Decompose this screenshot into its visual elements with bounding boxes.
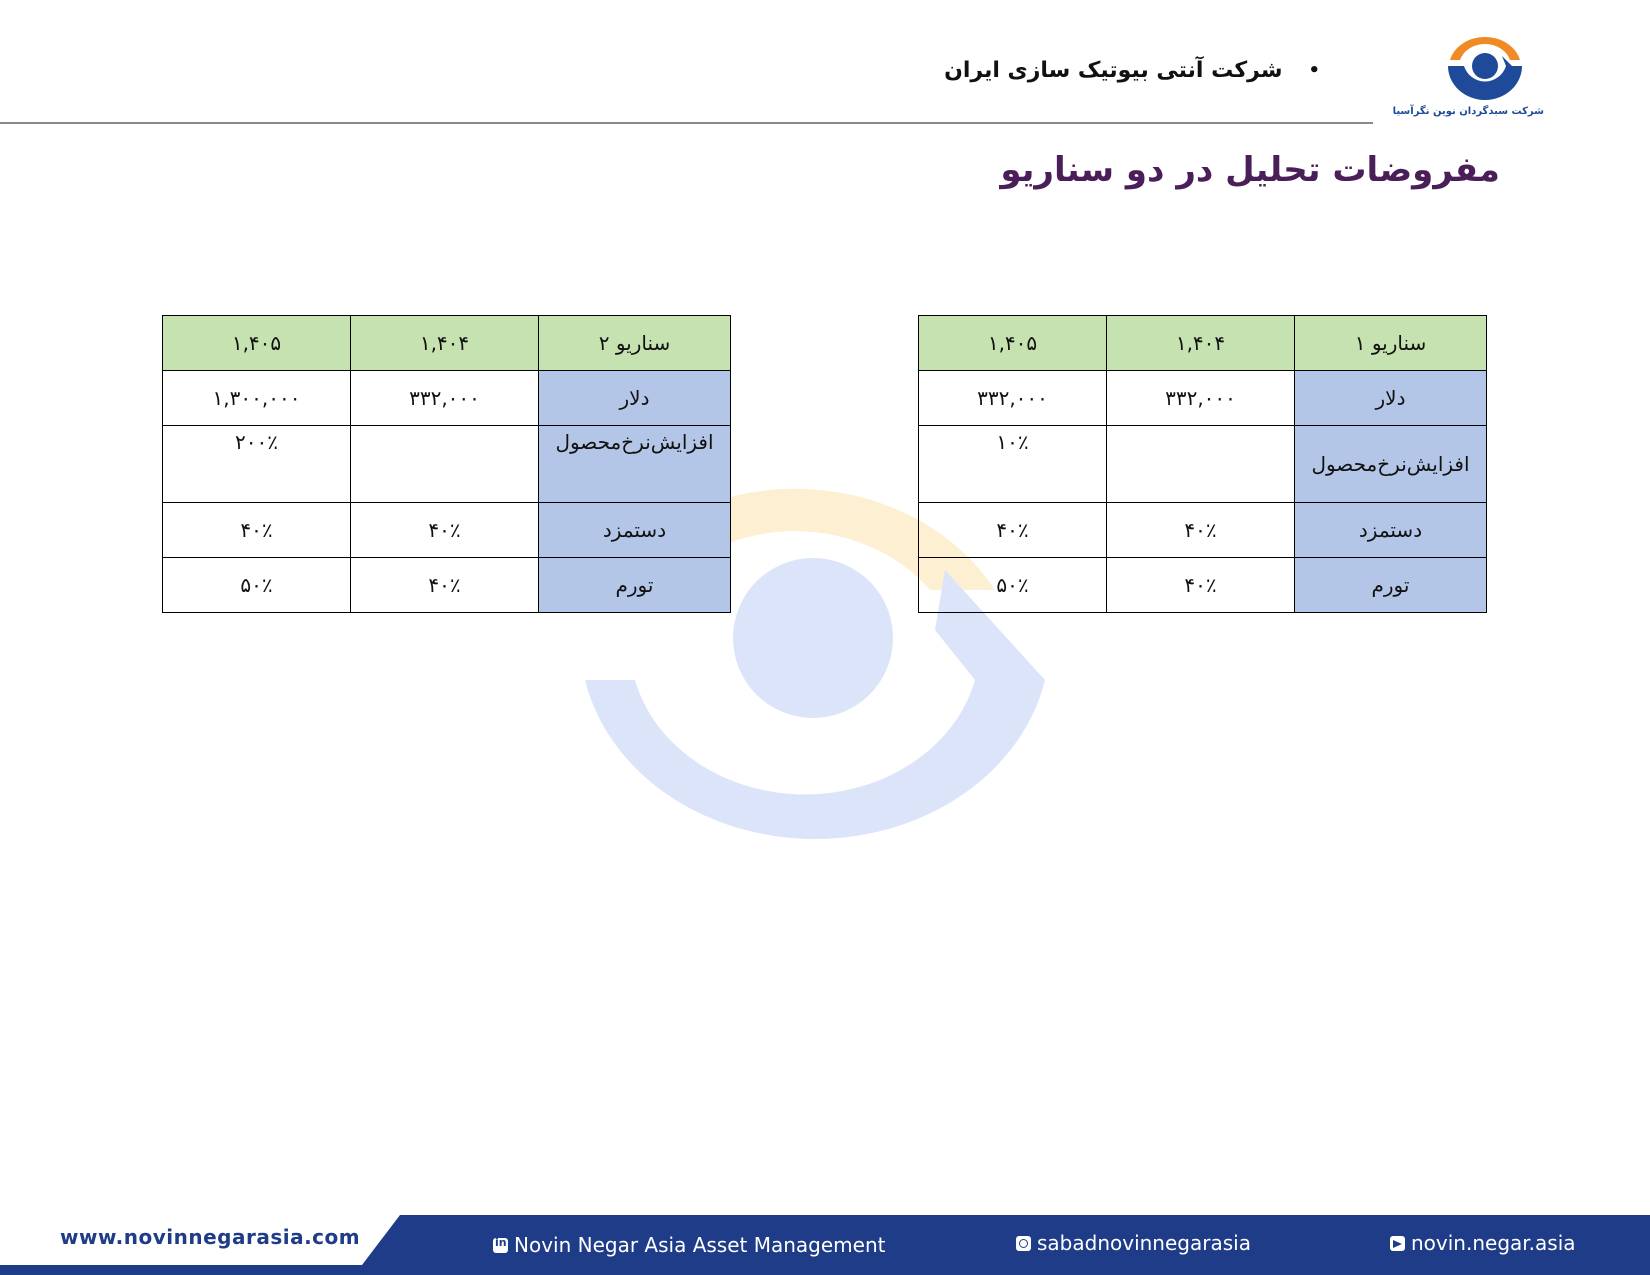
table-row xyxy=(163,426,731,503)
instagram-link[interactable] xyxy=(1016,1231,1251,1255)
telegram-icon xyxy=(1390,1236,1405,1251)
company-heading xyxy=(944,58,1320,83)
cell-wages-1404: ۴۰٪ xyxy=(1107,503,1295,558)
scenario-2-table xyxy=(162,315,731,613)
row-label-wages: دستمزد xyxy=(539,503,731,558)
table-row xyxy=(919,371,1487,426)
table-header-row xyxy=(919,316,1487,371)
footer-bar xyxy=(0,1215,1650,1275)
cell-inflation-1405: ۵۰٪ xyxy=(919,558,1107,613)
row-label-wages: دستمزد xyxy=(1295,503,1487,558)
cell-wages-1405: ۴۰٪ xyxy=(919,503,1107,558)
telegram-text: novin.negar.asia xyxy=(1411,1231,1576,1255)
row-label-inflation: تورم xyxy=(1295,558,1487,613)
table-row xyxy=(163,371,731,426)
company-name: شرکت آنتی بیوتیک سازی ایران xyxy=(944,58,1283,83)
row-label-inflation: تورم xyxy=(539,558,731,613)
page-title: مفروضات تحلیل در دو سناریو xyxy=(1000,150,1500,190)
company-logo xyxy=(1392,26,1544,130)
year-1404-header: ۱,۴۰۴ xyxy=(351,316,539,371)
year-1404-header: ۱,۴۰۴ xyxy=(1107,316,1295,371)
table-row xyxy=(919,503,1487,558)
cell-dollar-1405: ۱,۳۰۰,۰۰۰ xyxy=(163,371,351,426)
eye-logo-icon xyxy=(1440,26,1530,104)
cell-dollar-1404: ۳۳۲,۰۰۰ xyxy=(351,371,539,426)
scenario-1-header: سناریو ۱ xyxy=(1295,316,1487,371)
row-label-price-increase: افزایش‌نرخ‌محصول xyxy=(539,426,731,503)
year-1405-header: ۱,۴۰۵ xyxy=(163,316,351,371)
cell-wages-1404: ۴۰٪ xyxy=(351,503,539,558)
row-label-dollar: دلار xyxy=(539,371,731,426)
cell-wages-1405: ۴۰٪ xyxy=(163,503,351,558)
linkedin-icon xyxy=(493,1238,508,1253)
cell-inflation-1404: ۴۰٪ xyxy=(1107,558,1295,613)
cell-price-increase-1405: ۱۰٪ xyxy=(919,426,1107,503)
cell-dollar-1404: ۳۳۲,۰۰۰ xyxy=(1107,371,1295,426)
year-1405-header: ۱,۴۰۵ xyxy=(919,316,1107,371)
row-label-dollar: دلار xyxy=(1295,371,1487,426)
bullet: • xyxy=(1308,60,1320,81)
table-row xyxy=(163,558,731,613)
table-row xyxy=(919,558,1487,613)
table-row xyxy=(163,503,731,558)
website-link[interactable]: www.novinnegarasia.com xyxy=(60,1225,361,1249)
linkedin-link[interactable] xyxy=(493,1233,885,1257)
linkedin-text: Novin Negar Asia Asset Management xyxy=(514,1233,886,1257)
instagram-icon xyxy=(1016,1236,1031,1251)
header-divider xyxy=(0,122,1373,124)
cell-inflation-1405: ۵۰٪ xyxy=(163,558,351,613)
scenario-1-table xyxy=(918,315,1487,613)
logo-caption: شرکت سبدگردان نوین نگرآسیا xyxy=(1392,106,1544,117)
cell-price-increase-1405: ۲۰۰٪ xyxy=(163,426,351,503)
table-row xyxy=(919,426,1487,503)
table-header-row xyxy=(163,316,731,371)
row-label-price-increase: افزایش‌نرخ‌محصول xyxy=(1295,426,1487,503)
instagram-text: sabadnovinnegarasia xyxy=(1037,1231,1251,1255)
scenario-2-header: سناریو ۲ xyxy=(539,316,731,371)
cell-inflation-1404: ۴۰٪ xyxy=(351,558,539,613)
cell-price-increase-1404 xyxy=(351,426,539,503)
cell-dollar-1405: ۳۳۲,۰۰۰ xyxy=(919,371,1107,426)
telegram-link[interactable] xyxy=(1390,1231,1576,1255)
cell-price-increase-1404 xyxy=(1107,426,1295,503)
